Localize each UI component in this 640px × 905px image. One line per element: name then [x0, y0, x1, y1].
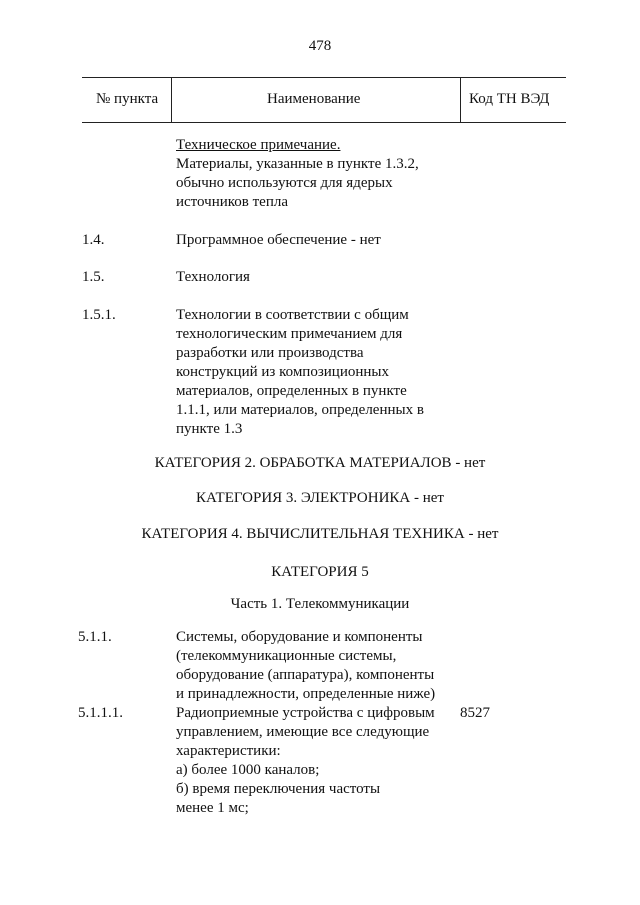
- note-line: обычно используются для ядерых: [176, 175, 393, 191]
- item-text: Системы, оборудование и компоненты: [176, 629, 423, 645]
- item-text: 1.1.1, или материалов, определенных в: [176, 402, 424, 418]
- column-divider: [171, 78, 172, 122]
- category-heading: КАТЕГОРИЯ 4. ВЫЧИСЛИТЕЛЬНАЯ ТЕХНИКА - нет: [141, 526, 499, 542]
- item-text: Радиоприемные устройства с цифровым: [176, 705, 435, 721]
- header-number: № пункта: [96, 91, 159, 107]
- part-title: Часть 1. Телекоммуникации: [230, 596, 410, 612]
- item-text: управлением, имеющие все следующие: [176, 724, 430, 740]
- category-heading: КАТЕГОРИЯ 5: [271, 564, 369, 580]
- header-code: Код ТН ВЭД: [469, 91, 550, 107]
- item-number: 5.1.1.1.: [78, 705, 123, 721]
- item-text: характеристики:: [176, 743, 281, 759]
- category-heading: КАТЕГОРИЯ 2. ОБРАБОТКА МАТЕРИАЛОВ - нет: [154, 455, 486, 471]
- item-text: Программное обеспечение - нет: [176, 232, 381, 248]
- item-number: 1.5.: [82, 269, 105, 285]
- note-line: Материалы, указанные в пункте 1.3.2,: [176, 156, 419, 172]
- table-header: [82, 77, 566, 123]
- item-text: материалов, определенных в пункте: [176, 383, 407, 399]
- item-text: разработки или производства: [176, 345, 364, 361]
- note-line: источников тепла: [176, 194, 288, 210]
- item-text: б) время переключения частоты: [176, 781, 381, 797]
- item-text: менее 1 мс;: [176, 800, 249, 816]
- item-text: а) более 1000 каналов;: [176, 762, 320, 778]
- item-text: Технология: [176, 269, 250, 285]
- item-text: пункте 1.3: [176, 421, 243, 437]
- column-divider: [460, 78, 461, 122]
- item-text: технологическим примечанием для: [176, 326, 403, 342]
- page-number: 478: [308, 38, 332, 54]
- item-text: оборудование (аппаратура), компоненты: [176, 667, 435, 683]
- item-text: Технологии в соответствии с общим: [176, 307, 409, 323]
- item-number: 1.4.: [82, 232, 105, 248]
- note-title: Техническое примечание.: [176, 137, 341, 153]
- item-text: конструкций из композиционных: [176, 364, 389, 380]
- item-number: 1.5.1.: [82, 307, 116, 323]
- item-code: 8527: [460, 705, 490, 721]
- item-text: (телекоммуникационные системы,: [176, 648, 397, 664]
- header-name: Наименование: [267, 91, 361, 107]
- item-text: и принадлежности, определенные ниже): [176, 686, 436, 702]
- item-number: 5.1.1.: [78, 629, 112, 645]
- category-heading: КАТЕГОРИЯ 3. ЭЛЕКТРОНИКА - нет: [196, 490, 444, 506]
